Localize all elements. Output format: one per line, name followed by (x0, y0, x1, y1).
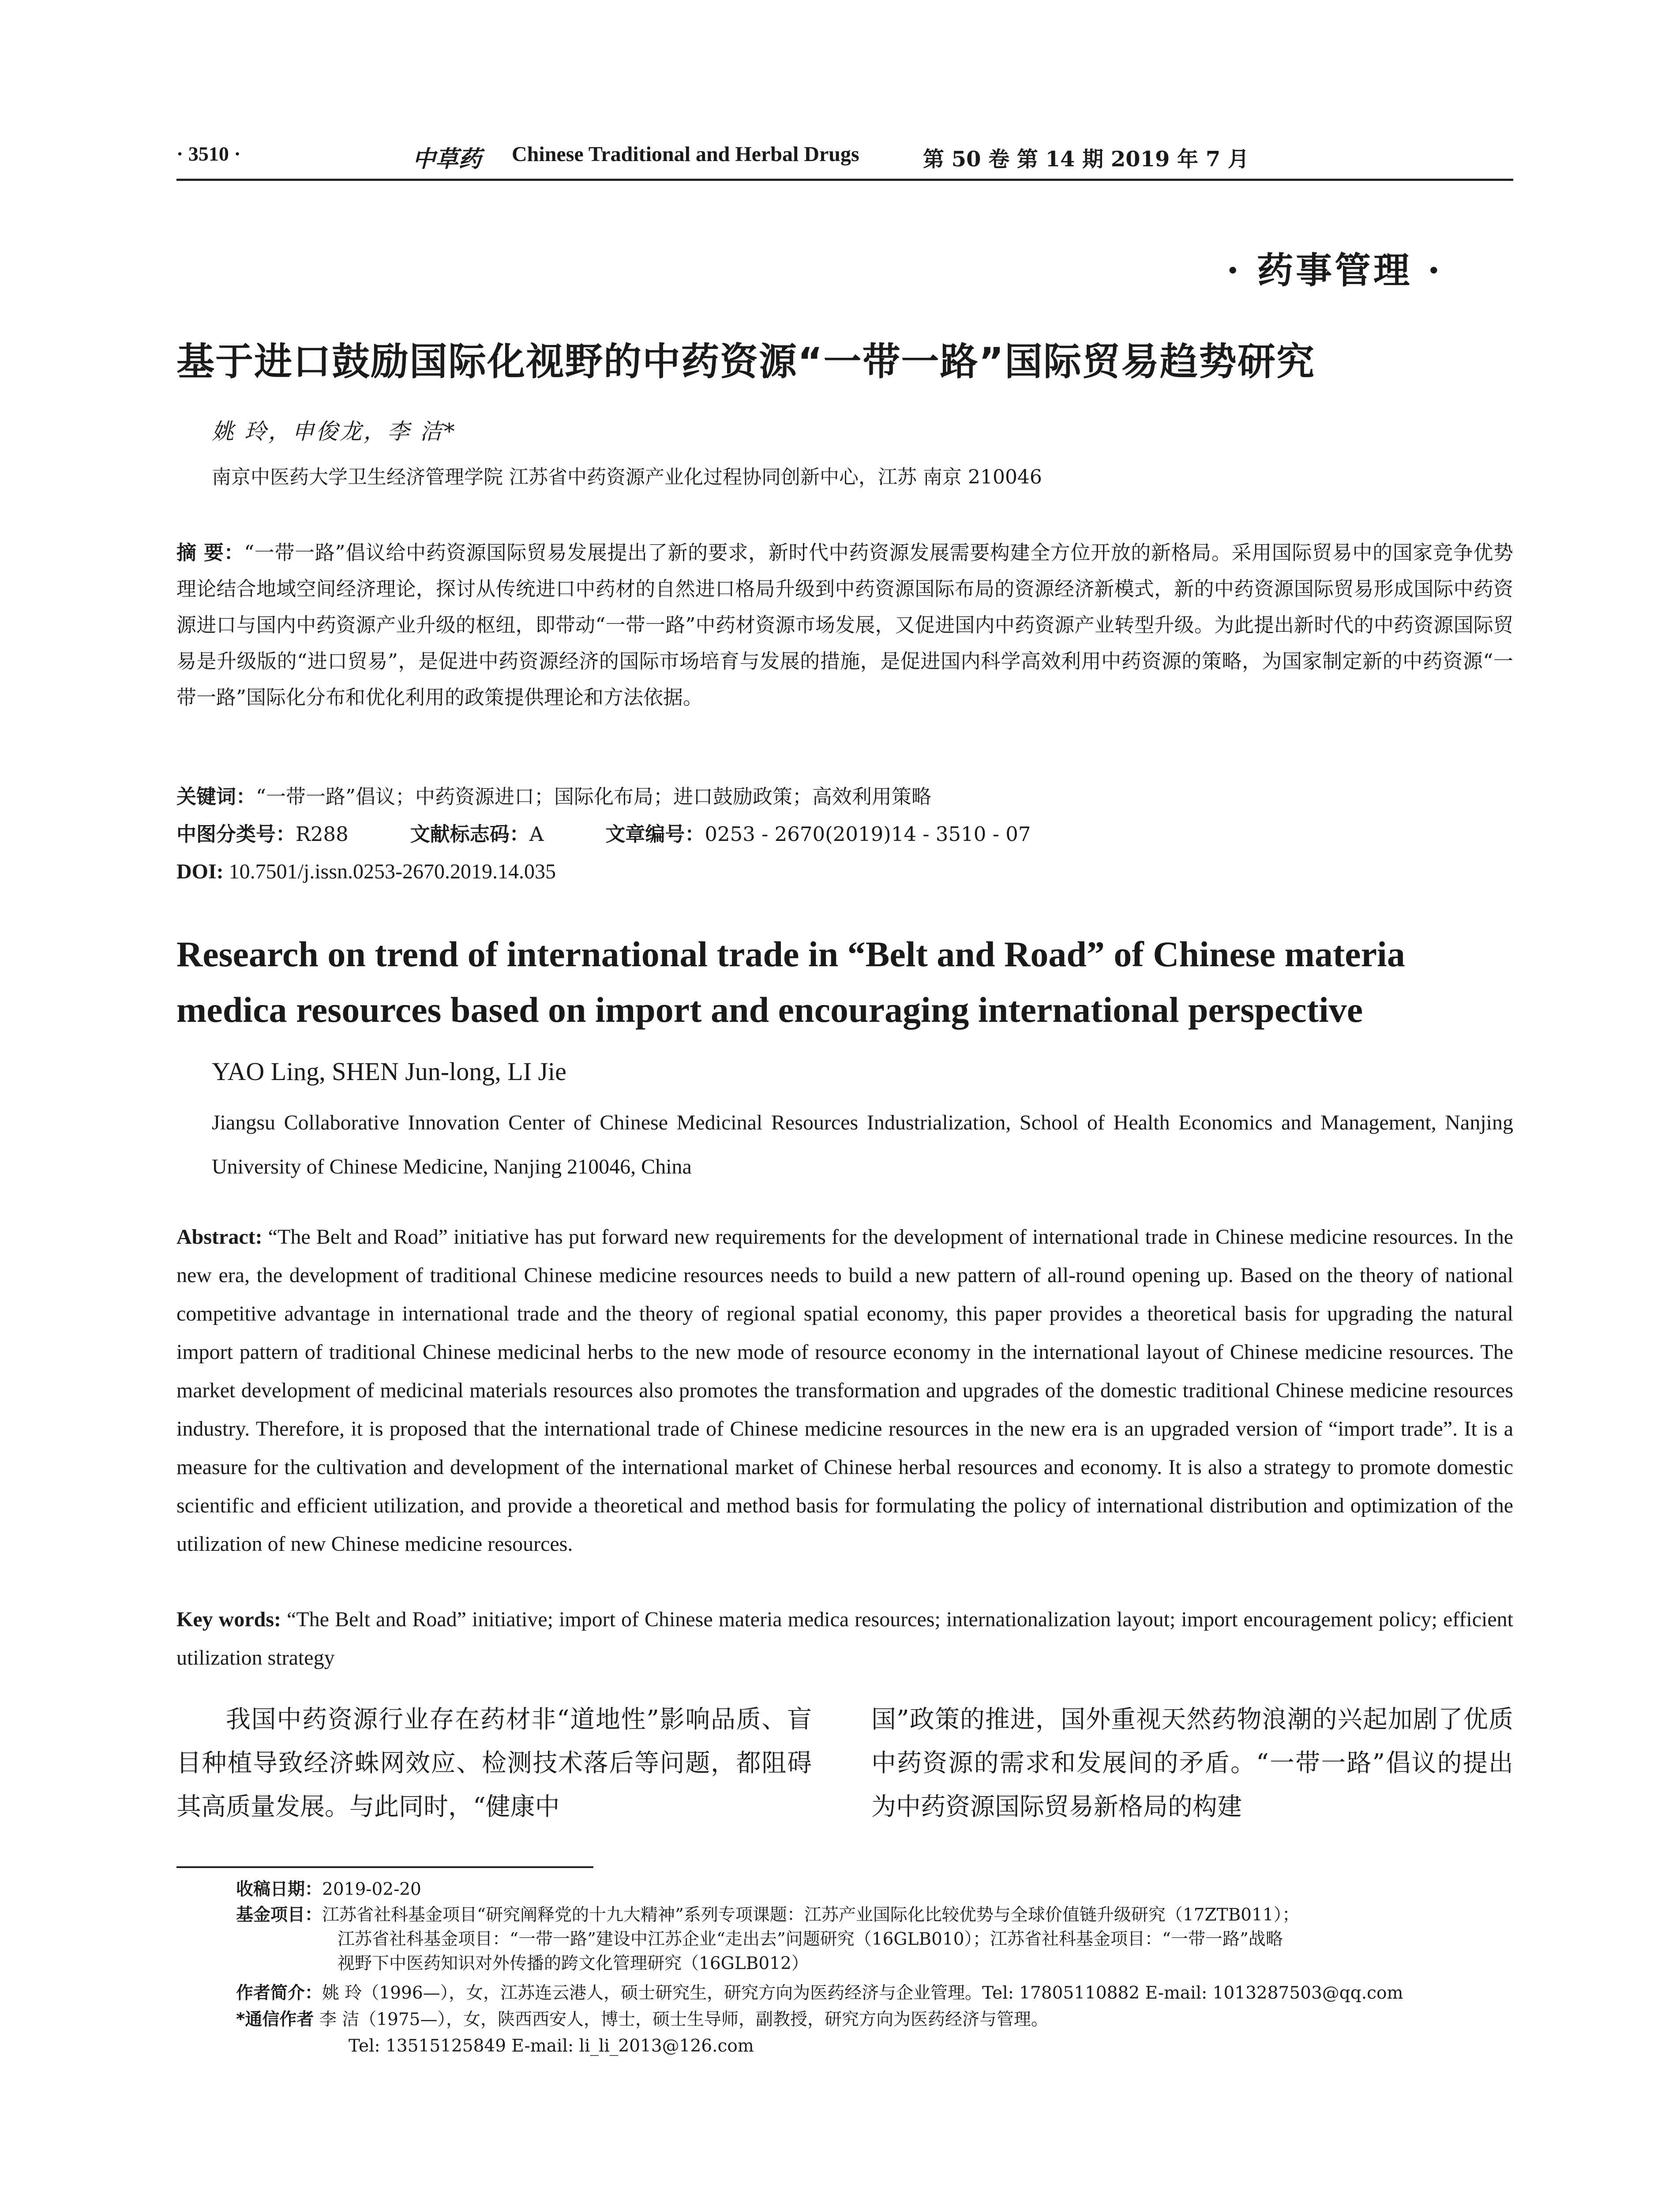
fund-line-2: 江苏省社科基金项目：“一带一路”建设中江苏企业“走出去”问题研究（16GLB010）；江苏省社科基金项目：“一带一路”战略 (338, 1929, 1283, 1949)
en-authors: YAO Ling, SHEN Jun-long, LI Jie (212, 1057, 566, 1086)
en-affiliation: Jiangsu Collaborative Innovation Center of Chinese Medicinal Resources Industrialization, School of Health Economics and Management, Nanjing University of Chinese Medicine, Nanjing 210046, China (212, 1111, 1513, 1178)
cn-title: 基于进口鼓励国际化视野的中药资源“一带一路”国际贸易趋势研究 (176, 340, 1316, 384)
class-value: R288 (296, 822, 349, 846)
cn-abstract-label: 摘 要： (176, 541, 244, 564)
footnote-corresponding (236, 2007, 1513, 2032)
cn-affiliation: 南京中医药大学卫生经济管理学院 江苏省中药资源产业化过程协同创新中心，江苏 南京 210046 (212, 466, 1042, 488)
corr-contact: Tel: 13515125849 E-mail: li_li_2013@126.com (349, 2036, 754, 2056)
fund-line-3: 视野下中医药知识对外传播的跨文化管理研究（16GLB012） (338, 1954, 809, 1973)
doi (176, 854, 1513, 890)
issue-info: 第 50 卷 第 14 期 2019 年 7 月 (923, 147, 1249, 172)
en-keywords-label: Key words: (176, 1608, 281, 1631)
received-label: 收稿日期： (236, 1880, 322, 1899)
doi-label: DOI: (176, 860, 224, 883)
en-abstract (176, 1218, 1513, 1563)
page-number: · 3510 · (176, 143, 241, 165)
en-abstract-text: “The Belt and Road” initiative has put forward new requirements for the development of international trade in Chinese medicine resources. In the new era, the development of traditional Chinese medicine resources needs to build a new pattern of all-round opening up. Based on the theory of national competitive advantage in international trade and the theory of regional spatial economy, this paper provides a theoretical basis for upgrading the natural import pattern of traditional Chinese medicinal herbs to the new mode of resource economy in the international layout of Chinese medicine resources. The market development of medicinal materials resources also promotes the transformation and upgrades of the domestic traditional Chinese medicine resources industry. Therefore, it is proposed that the international trade of Chinese medicine resources in the new era is an upgraded version of “import trade”. It is a measure for the cultivation and development of the international market of Chinese herbal resources and economy. It is also a strategy to promote domestic scientific and efficient utilization, and provide a theoretical and method basis for formulating the policy of international distribution and optimization of the utilization of new Chinese medicine resources. (176, 1225, 1514, 1556)
journal-logo: 中草药 (412, 146, 482, 173)
footnote-rule (176, 1866, 593, 1868)
corr-value: 李 洁（1975—），女，陕西西安人，博士，硕士生导师，副教授，研究方向为医药经济与管理。 (319, 2010, 1048, 2030)
doc-code-label: 文献标志码： (410, 822, 529, 846)
en-keywords (176, 1600, 1513, 1677)
article-no-value: 0253 - 2670(2019)14 - 3510 - 07 (705, 822, 1031, 846)
corr-label: *通信作者 (236, 2010, 314, 2030)
fund-label: 基金项目： (236, 1905, 322, 1925)
author-value: 姚 玲（1996—），女，江苏连云港人，硕士研究生，研究方向为医药经济与企业管理。Tel: 17805110882 E-mail: 1013287503@qq.com (322, 1983, 1403, 2003)
cn-classification (176, 816, 1513, 852)
footnote-received (236, 1877, 1513, 1902)
section-label: · 药事管理 · (1226, 249, 1443, 292)
en-keywords-text: “The Belt and Road” initiative; import of Chinese materia medica resources; internationalization layout; import encouragement policy; efficient utilization strategy (176, 1608, 1514, 1670)
journal-name: Chinese Traditional and Herbal Drugs (512, 143, 859, 166)
cn-keywords-text: “一带一路”倡议；中药资源进口；国际化布局；进口鼓励政策；高效利用策略 (256, 785, 932, 808)
footnote-fund (236, 1903, 1513, 1976)
header-rule (176, 179, 1513, 181)
doc-code-value: A (529, 822, 544, 846)
body-left-column: 我国中药资源行业存在药材非“道地性”影响品质、盲目种植导致经济蛛网效应、检测技术落后等问题，都阻碍其高质量发展。与此同时，“健康中 (176, 1705, 812, 1821)
fund-line-1: 江苏省社科基金项目“研究阐释党的十九大精神”系列专项课题：江苏产业国际化比较优势与全球价值链升级研究（17ZTB011）； (322, 1905, 1300, 1925)
doi-value: 10.7501/j.issn.0253-2670.2019.14.035 (229, 860, 556, 883)
cn-keywords-label: 关键词： (176, 785, 256, 808)
class-label: 中图分类号： (176, 822, 296, 846)
cn-keywords (176, 779, 1513, 815)
en-title: Research on trend of international trade in “Belt and Road” of Chinese materia medica resources based on import and encouraging international perspective (176, 934, 1405, 1030)
article-no-label: 文章编号： (605, 822, 705, 846)
footnote-author (236, 1981, 1513, 2005)
cn-abstract (176, 535, 1513, 716)
author-label: 作者简介： (236, 1983, 322, 2003)
received-value: 2019-02-20 (322, 1880, 421, 1899)
cn-abstract-text: “一带一路”倡议给中药资源国际贸易发展提出了新的要求，新时代中药资源发展需要构建全方位开放的新格局。采用国际贸易中的国家竞争优势理论结合地域空间经济理论，探讨从传统进口中药材的自然进口格局升级到中药资源国际布局的资源经济新模式，新的中药资源国际贸易形成国际中药资源进口与国内中药资源产业升级的枢纽，即带动“一带一路”中药材资源市场发展，又促进国内中药资源产业转型升级。为此提出新时代的中药资源国际贸易是升级版的“进口贸易”，是促进中药资源经济的国际市场培育与发展的措施，是促进国内科学高效利用中药资源的策略，为国家制定新的中药资源“一带一路”国际化分布和优化利用的政策提供理论和方法依据。 (176, 541, 1514, 709)
en-abstract-label: Abstract: (176, 1225, 262, 1249)
body-right-column: 国”政策的推进，国外重视天然药物浪潮的兴起加剧了优质中药资源的需求和发展间的矛盾。“一带一路”倡议的提出为中药资源国际贸易新格局的构建 (871, 1705, 1513, 1821)
cn-authors: 姚 玲，申俊龙，李 洁* (212, 419, 457, 444)
